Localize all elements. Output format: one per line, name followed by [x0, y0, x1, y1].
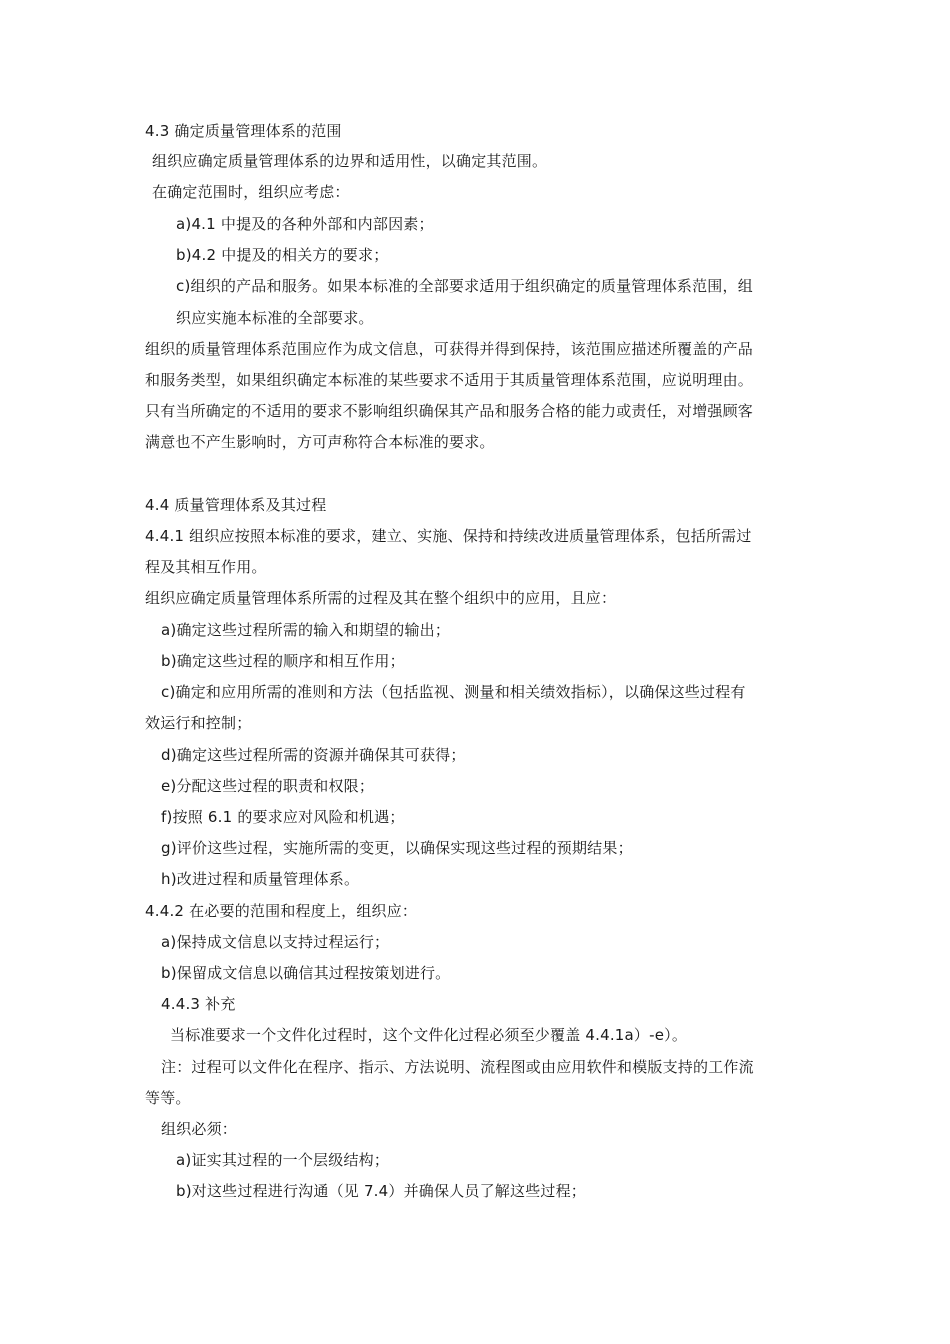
list-item: e)分配这些过程的职责和权限； — [161, 777, 375, 795]
list-item: b)4.2 中提及的相关方的要求； — [176, 246, 389, 264]
paragraph: 组织应确定质量管理体系的边界和适用性，以确定其范围。 — [152, 152, 548, 170]
paragraph: 只有当所确定的不适用的要求不影响组织确保其产品和服务合格的能力或责任，对增强顾客 — [145, 402, 754, 420]
list-item: a)确定这些过程所需的输入和期望的输出； — [161, 621, 451, 639]
paragraph: 组织必须： — [161, 1120, 238, 1138]
list-item-continuation: 效运行和控制； — [145, 714, 252, 732]
paragraph: 当标准要求一个文件化过程时，这个文件化过程必须至少覆盖 4.4.1a）-e）。 — [170, 1026, 688, 1044]
list-item: b)保留成文信息以确信其过程按策划进行。 — [161, 964, 451, 982]
paragraph: 组织的质量管理体系范围应作为成文信息，可获得并得到保持，该范围应描述所覆盖的产品 — [145, 340, 754, 358]
list-item: f)按照 6.1 的要求应对风险和机遇； — [161, 808, 405, 826]
note: 注：过程可以文件化在程序、指示、方法说明、流程图或由应用软件和模版支持的工作流 — [161, 1058, 754, 1076]
list-item: a)4.1 中提及的各种外部和内部因素； — [176, 215, 434, 233]
paragraph: 在确定范围时，组织应考虑： — [152, 183, 350, 201]
subsection-4-4-1: 4.4.1 组织应按照本标准的要求，建立、实施、保持和持续改进质量管理体系，包括所需过 — [145, 527, 752, 545]
paragraph: 满意也不产生影响时，方可声称符合本标准的要求。 — [145, 433, 495, 451]
paragraph: 和服务类型，如果组织确定本标准的某些要求不适用于其质量管理体系范围，应说明理由。 — [145, 371, 754, 389]
list-item: b)对这些过程进行沟通（见 7.4）并确保人员了解这些过程； — [176, 1182, 586, 1200]
list-item: c)确定和应用所需的准则和方法（包括监视、测量和相关绩效指标），以确保这些过程有 — [161, 683, 746, 701]
list-item-continuation: 织应实施本标准的全部要求。 — [176, 309, 374, 327]
note-continuation: 等等。 — [145, 1089, 191, 1107]
subsection-4-4-3: 4.4.3 补充 — [161, 995, 236, 1013]
list-item: a)证实其过程的一个层级结构； — [176, 1151, 390, 1169]
section-heading-4-3: 4.3 确定质量管理体系的范围 — [145, 122, 342, 140]
subsection-4-4-2: 4.4.2 在必要的范围和程度上，组织应： — [145, 902, 418, 920]
paragraph: 组织应确定质量管理体系所需的过程及其在整个组织中的应用，且应： — [145, 589, 617, 607]
list-item: b)确定这些过程的顺序和相互作用； — [161, 652, 405, 670]
list-item: d)确定这些过程所需的资源并确保其可获得； — [161, 746, 466, 764]
list-item: h)改进过程和质量管理体系。 — [161, 870, 360, 888]
paragraph-continuation: 程及其相互作用。 — [145, 558, 267, 576]
list-item: c)组织的产品和服务。如果本标准的全部要求适用于组织确定的质量管理体系范围，组 — [176, 277, 753, 295]
section-heading-4-4: 4.4 质量管理体系及其过程 — [145, 496, 327, 514]
list-item: g)评价这些过程，实施所需的变更，以确保实现这些过程的预期结果； — [161, 839, 633, 857]
list-item: a)保持成文信息以支持过程运行； — [161, 933, 390, 951]
